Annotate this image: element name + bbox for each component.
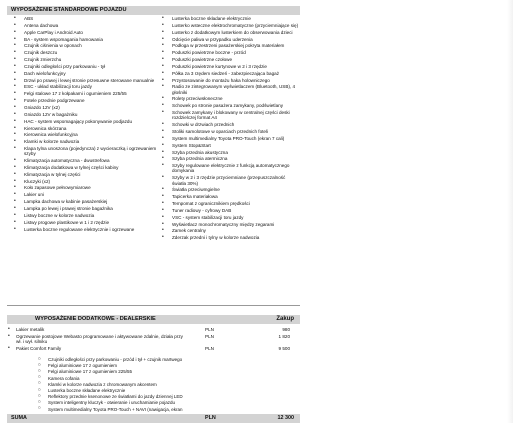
equipment-item-label: Poduszki powietrzne boczne - przód — [172, 50, 246, 56]
bullet-icon: • — [162, 227, 164, 234]
equipment-item-label: Kierownica wielofunkcyjna — [24, 132, 78, 138]
bullet-icon: • — [14, 69, 16, 76]
bullet-icon: • — [162, 220, 164, 227]
bullet-icon: • — [14, 157, 16, 164]
equipment-item — [14, 30, 162, 35]
equipment-item — [162, 143, 300, 148]
equipment-item-label: Drzwi po prawej i lewej stronie przesuwne sterowane manualnie — [24, 77, 155, 83]
equipment-item-label: Tuner radiowy - cyfrowy DAB — [172, 207, 232, 213]
sum-row — [7, 414, 300, 423]
equipment-item-label: Wyświetlacz monochromatyczny między zegarami — [172, 221, 275, 227]
bullet-icon: • — [8, 333, 10, 339]
bullet-icon: • — [162, 35, 164, 42]
scan-edge — [507, 0, 513, 423]
bullet-icon: • — [162, 102, 164, 109]
bullet-icon: • — [14, 198, 16, 205]
bullet-icon: • — [162, 128, 164, 135]
bullet-icon: • — [162, 155, 164, 162]
equipment-item — [14, 16, 162, 21]
equipment-item-label: VSC - system stabilizacji toru jazdy — [172, 214, 244, 220]
bullet-icon: • — [162, 42, 164, 49]
bullet-icon: • — [14, 117, 16, 124]
equipment-item-label: ESC - układ stabilizacji toru jazdy — [24, 84, 92, 90]
bullet-icon: • — [162, 95, 164, 102]
bullet-icon: • — [14, 204, 16, 211]
package-item — [38, 368, 133, 375]
equipment-item-label: System multimedialny Toyota PRO-Touch (ekran 7 cali) — [172, 135, 285, 141]
bullet-icon: • — [14, 21, 16, 28]
equipment-item-label: Zamek centralny — [172, 228, 206, 234]
bullet-icon: • — [14, 138, 16, 145]
equipment-item — [162, 50, 300, 55]
bullet-icon: • — [14, 163, 16, 170]
equipment-item — [162, 37, 300, 42]
equipment-item — [162, 222, 300, 227]
package-item-label: Klamki w kolorze nadwozia z chromowanym akcentem — [48, 381, 157, 387]
equipment-item-label: ABS — [24, 16, 34, 21]
bullet-icon: • — [14, 124, 16, 131]
dealer-row-currency: PLN — [205, 327, 214, 332]
package-item — [38, 406, 183, 412]
bullet-icon: • — [162, 69, 164, 76]
bullet-icon: • — [162, 200, 164, 207]
bullet-icon: • — [14, 184, 16, 191]
bullet-icon: • — [162, 141, 164, 148]
equipment-item-label: Szyba przednia akustyczna — [172, 149, 228, 155]
bullet-icon: • — [162, 193, 164, 200]
circle-bullet-icon: ○ — [38, 399, 41, 405]
equipment-item — [14, 220, 162, 225]
bullet-icon: • — [14, 62, 16, 69]
equipment-item-label: Schowek po stronie pasażera zamykany, podświetlany — [172, 103, 283, 109]
bullet-icon: • — [14, 15, 16, 21]
equipment-item — [14, 50, 162, 55]
standard-equipment-header: WYPOSAŻENIE STANDARDOWE POJAZDU — [7, 6, 300, 15]
circle-bullet-icon: ○ — [38, 381, 41, 387]
equipment-item-label: Tapicerka materiałowa — [172, 194, 218, 200]
equipment-item — [162, 71, 300, 76]
bullet-icon: • — [14, 110, 16, 117]
equipment-item-label: Gniazdo 12V (x2) — [24, 104, 60, 110]
bullet-icon: • — [162, 28, 164, 35]
dealer-row-amount: 9 500 — [278, 346, 290, 351]
equipment-item — [14, 126, 162, 131]
equipment-item — [14, 71, 162, 76]
bullet-icon: • — [162, 121, 164, 128]
equipment-item — [14, 78, 162, 83]
equipment-item — [14, 91, 162, 96]
equipment-item — [14, 95, 164, 104]
dealer-row-desc: Ogrzewanie postojowe Webasto programowane i aktywowane zdalnie, działa przy wł. i wył. silniku — [16, 334, 183, 345]
equipment-item — [162, 84, 300, 94]
equipment-item — [162, 23, 300, 28]
equipment-item — [162, 136, 300, 141]
dealer-equipment-header — [7, 315, 300, 324]
bullet-icon: • — [162, 206, 164, 213]
bullet-icon: • — [162, 56, 164, 63]
dealer-row-desc: Pakiet Comfort Family — [16, 346, 62, 351]
bullet-icon: • — [14, 191, 16, 198]
equipment-item — [162, 78, 300, 83]
bullet-icon: • — [162, 148, 164, 155]
dealer-row-amount: 1 820 — [278, 334, 290, 339]
bullet-icon: • — [162, 162, 164, 169]
equipment-item-label: Czujniki odległości przy parkowaniu - tył — [24, 63, 106, 69]
dealer-row-desc: Lakier metalik — [16, 327, 45, 332]
bullet-icon: • — [14, 49, 16, 56]
equipment-item — [14, 213, 162, 218]
equipment-item — [162, 228, 300, 233]
equipment-item — [14, 184, 164, 193]
bullet-icon: • — [14, 218, 16, 225]
equipment-item-label: Szyba przednia atermiczna — [172, 156, 228, 162]
equipment-item-label: Światła przeciwmgielne — [172, 187, 220, 193]
bullet-icon: • — [14, 225, 16, 232]
equipment-item — [14, 227, 162, 232]
standard-list-right — [162, 16, 300, 242]
bullet-icon: • — [14, 42, 16, 49]
equipment-item — [162, 64, 300, 69]
bullet-icon: • — [14, 97, 16, 104]
equipment-item-label: Podłoga w przestrzeni pasażerskiej pokryta materiałem — [172, 43, 285, 49]
equipment-item — [14, 109, 164, 117]
package-item-label: Kamera cofania — [48, 375, 80, 381]
bullet-icon: • — [162, 15, 164, 21]
package-item — [38, 387, 126, 393]
bullet-icon: • — [14, 170, 16, 177]
equipment-item — [14, 206, 162, 211]
column-zakup: Zakup — [276, 316, 294, 322]
equipment-item — [162, 163, 300, 173]
bullet-icon: • — [8, 326, 10, 332]
equipment-item-label: Rolety przeciwsłoneczne — [172, 96, 223, 102]
equipment-item — [14, 37, 162, 42]
bullet-icon: • — [8, 345, 10, 351]
equipment-item-label: Koło zapasowe pełnowymiarowe — [24, 185, 91, 191]
equipment-item-label: Lampka dachowa w kabinie pasażerskiej — [24, 199, 108, 205]
equipment-item-label: Szyby regulowane elektrycznie z funkcją automatycznego domykania — [172, 163, 290, 174]
circle-bullet-icon: ○ — [38, 356, 41, 362]
dealer-row-currency: PLN — [205, 334, 214, 339]
equipment-item — [162, 30, 300, 35]
equipment-item-label: Gniazdo 12V w bagażniku — [24, 111, 78, 117]
equipment-item-label: Lusterko wsteczne elektrochromatyczne (przyciemniające się) — [172, 22, 299, 28]
package-item — [38, 393, 183, 400]
bullet-icon: • — [14, 56, 16, 63]
bullet-icon: • — [162, 234, 164, 241]
package-item-label: System multimedialny Toyota PRO-Touch + NAVI (nawigacja, ekran — [48, 406, 183, 412]
equipment-item-label: Przystosowanie do montażu haka holowniczego — [172, 77, 270, 83]
equipment-item — [162, 129, 300, 134]
bullet-icon: • — [162, 76, 164, 83]
package-item-label: Czujniki odległości przy parkowaniu - przód i tył + czujnik martwego — [48, 357, 183, 362]
bullet-icon: • — [14, 76, 16, 83]
package-item — [38, 362, 118, 369]
equipment-item — [14, 198, 164, 207]
equipment-item-label: Czujnik deszczu — [24, 50, 58, 56]
bullet-icon: • — [14, 211, 16, 218]
bullet-icon: • — [14, 145, 16, 152]
sum-label: SUMA — [11, 415, 27, 421]
bullet-icon: • — [162, 62, 164, 69]
equipment-item — [14, 119, 162, 124]
package-item-label: Reflektory przednie ksenonowe ze światłami do jazdy dziennej LED — [48, 394, 183, 400]
circle-bullet-icon: ○ — [38, 362, 41, 368]
bullet-icon: • — [14, 83, 16, 90]
equipment-item-label: Antena dachowa — [24, 22, 59, 28]
standard-list-left — [14, 16, 162, 233]
section-divider — [7, 305, 300, 306]
bullet-icon: • — [14, 131, 16, 138]
equipment-item-label: Klapa tylna unoszona (pojedyncza) z wycieraczką i ogrzewaniem szyby — [24, 146, 157, 157]
package-item-label: System inteligentny kluczyk - otwieranie i uruchamianie pojazdu — [48, 400, 176, 406]
equipment-item-label: HAC - system wspomagający pokonywanie podjazdu — [24, 118, 133, 124]
equipment-item-label: Listwy boczne w kolorze nadwozia — [24, 212, 95, 218]
equipment-item — [14, 172, 162, 177]
equipment-item — [14, 102, 164, 110]
equipment-item — [14, 132, 162, 137]
equipment-item-label: Kluczyki (x2) — [24, 178, 51, 184]
equipment-item-label: Poduszki powietrzne kurtynowe w 2 i 3 rzędzie — [172, 63, 267, 69]
circle-bullet-icon: ○ — [38, 387, 41, 393]
equipment-item-label: Szyby w 2 i 3 rzędzie przyciemniane (przepuszczalność światła 30%) — [172, 175, 286, 186]
equipment-item — [14, 155, 164, 164]
equipment-item — [14, 64, 162, 69]
equipment-item — [14, 139, 162, 144]
bullet-icon: • — [162, 21, 164, 28]
equipment-item-label: Radio ze zintegrowanym wyświetlaczem (Bluetooth, USB), 4 głośniki — [172, 84, 296, 95]
package-item-label: Felgi aluminiowe 17 z ogumieniem — [48, 363, 118, 369]
equipment-item-label: BA - system wspomagania hamowania — [24, 36, 103, 42]
package-item — [38, 375, 80, 381]
equipment-item-label: Fotele przednie podgrzewane — [24, 98, 85, 104]
equipment-item — [14, 57, 162, 62]
dealer-header-title: WYPOSAŻENIE DODATKOWE - DEALERSKIE — [35, 316, 156, 322]
sum-amount: 12 300 — [277, 415, 294, 421]
equipment-item-label: Tempomat z ogranicznikiem prędkości — [172, 201, 250, 207]
equipment-item — [162, 110, 300, 120]
dealer-row-currency: PLN — [205, 346, 214, 351]
equipment-item — [162, 175, 300, 185]
equipment-item — [162, 201, 300, 206]
equipment-item-label: Dach wielofunkcyjny — [24, 70, 66, 76]
bullet-icon: • — [14, 177, 16, 184]
equipment-item — [14, 162, 164, 170]
equipment-item — [162, 150, 300, 155]
equipment-item — [162, 57, 300, 62]
bullet-icon: • — [162, 49, 164, 56]
bullet-icon: • — [162, 186, 164, 193]
equipment-item — [162, 16, 300, 21]
equipment-item — [14, 43, 162, 48]
equipment-item — [162, 215, 300, 220]
equipment-item-label: Lakier uni — [24, 192, 44, 198]
equipment-item — [162, 235, 300, 240]
circle-bullet-icon: ○ — [38, 368, 41, 374]
equipment-item — [162, 208, 300, 213]
equipment-item-label: Schowek zamykany i blokowany w centralnej części deski rozdzielczej format A4 — [172, 110, 290, 121]
equipment-item-label: Listwy progowe plastikowe w 1 i 2 rzędzie — [24, 219, 110, 225]
equipment-item-label: Czujnik ciśnienia w oponach — [24, 43, 82, 49]
bullet-icon: • — [14, 103, 16, 110]
equipment-item — [162, 96, 300, 101]
equipment-item — [162, 156, 300, 161]
equipment-item — [162, 43, 300, 48]
package-item-label: Lusterka boczne składane elektrycznie — [48, 388, 126, 393]
bullet-icon: • — [162, 174, 164, 181]
equipment-item-label: Półka za 3 rzędem siedzeń - zabezpieczająca bagaż — [172, 70, 279, 76]
sum-currency: PLN — [205, 415, 216, 421]
package-item — [38, 381, 157, 387]
equipment-item-label: Lusterka boczne składane elektrycznie — [172, 16, 251, 21]
equipment-item-label: Lampka po lewej i prawej stronie bagażnika — [24, 205, 113, 211]
equipment-item-label: Poduszki powietrzne czołowe — [172, 57, 233, 63]
bullet-icon: • — [162, 109, 164, 116]
bullet-icon: • — [162, 83, 164, 90]
equipment-item-label: Klimatyzacja automatyczna - dwustrefowa — [24, 158, 110, 164]
equipment-item-label: Felgi stalowe 17 z kołpakami i ogumieniem 225/55 — [24, 91, 127, 97]
bullet-icon: • — [14, 35, 16, 42]
equipment-item-label: System Stop&Start — [172, 142, 211, 148]
dealer-row-amount: 980 — [282, 327, 290, 332]
equipment-item — [14, 23, 162, 28]
equipment-item-label: Schowki w drzwiach przednich — [172, 122, 235, 128]
equipment-item-label: Czujnik zmierzchu — [24, 57, 62, 63]
equipment-item-label: Klamki w kolorze nadwozia — [24, 139, 80, 145]
bullet-icon: • — [14, 28, 16, 35]
equipment-item — [14, 146, 162, 156]
equipment-item-label: Zderzak przedni i tylny w kolorze nadwozia — [172, 235, 260, 241]
equipment-item-label: Odcięcie paliwa w przypadku uderzenia — [172, 36, 253, 42]
circle-bullet-icon: ○ — [38, 375, 41, 381]
equipment-item-label: Apple CarPlay i Android Auto — [24, 29, 83, 35]
package-item — [38, 399, 176, 406]
equipment-item — [162, 187, 300, 192]
equipment-item — [162, 194, 300, 199]
equipment-item — [14, 179, 162, 184]
equipment-item-label: Lusterka boczne regulowane elektrycznie i ogrzewane — [24, 226, 135, 232]
equipment-item-label: Lusterko z dodatkowym lusterkiem do obserwowania dzieci — [172, 29, 293, 35]
equipment-item — [162, 122, 300, 127]
equipment-item-label: Klimatyzacja dodatkowa w tylnej części kabiny — [24, 164, 119, 170]
package-item — [38, 356, 183, 362]
equipment-item — [14, 191, 164, 200]
equipment-item-label: Kierownica skórzana — [24, 125, 67, 131]
bullet-icon: • — [14, 90, 16, 97]
equipment-item — [162, 103, 300, 108]
circle-bullet-icon: ○ — [38, 393, 41, 399]
equipment-item-label: Stoliki samolotowe w oparciach przednich foteli — [172, 129, 269, 135]
circle-bullet-icon: ○ — [38, 406, 41, 412]
equipment-item — [14, 84, 162, 89]
equipment-item-label: Klimatyzacja w tylnej części — [24, 171, 81, 177]
bullet-icon: • — [162, 134, 164, 141]
package-item-label: Felgi aluminiowe 17 z ogumieniem 225/55 — [48, 369, 133, 375]
bullet-icon: • — [162, 213, 164, 220]
